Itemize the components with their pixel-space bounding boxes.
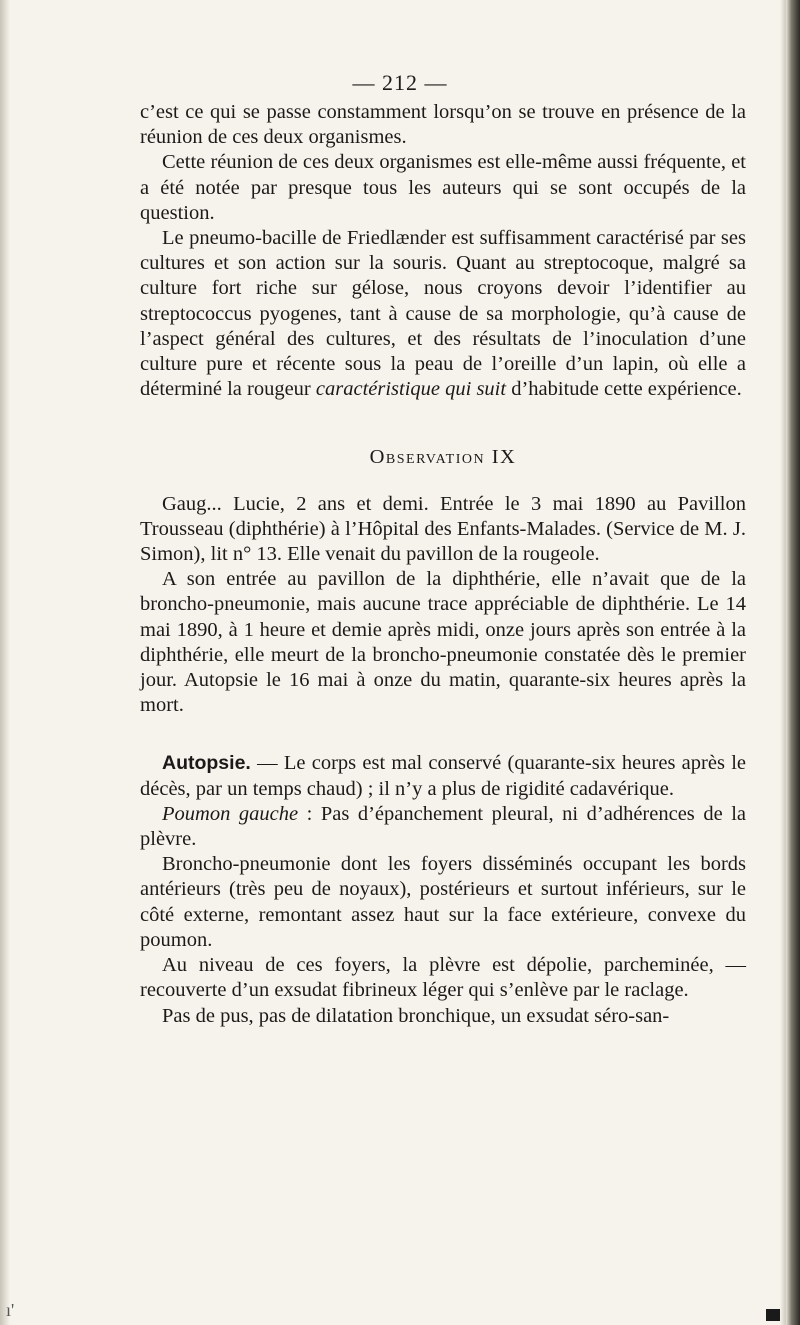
left-lung-text: : Pas d’épanchement pleural, ni d’adhérences de la plèvre. — [140, 802, 746, 851]
observation-patient: Gaug... Lucie, 2 ans et demi. Entrée le 3 mai 1890 au Pavillon Trousseau (diphthérie) à l’Hôpital des Enfants-Malades. (Service de M. J. Simon), lit n° 13. Elle venait du pavillon de la rougeole. — [140, 492, 746, 566]
observation-course: A son entrée au pavillon de la diphthérie, elle n’avait que de la broncho-pneumonie, mais aucune trace appréciable de diphthérie. Le 14 mai 1890, à 1 heure et demie après midi, onze jours après son entrée à la diphthérie, elle meurt de la broncho-pneumonie constatée dès le premier jour. Autopsie le 16 mai à onze du matin, quarante-six heures après la mort. — [140, 568, 746, 717]
autopsy-pleura: Au niveau de ces foyers, la plèvre est dépolie, parcheminée, — recouverte d’un exsudat fibrineux léger qui s’enlève par le raclage. — [140, 954, 746, 1002]
observation-heading: Observation IX — [369, 446, 517, 469]
paragraph-continuation: c’est ce qui se passe constamment lorsqu’on se trouve en présence de la réunion de ces deux organismes. — [140, 101, 746, 149]
autopsy-label: Autopsie. — [162, 752, 251, 775]
italic-phrase: caractéristique qui suit — [315, 378, 507, 401]
page-left-shadow — [0, 0, 10, 1325]
page-right-edge — [786, 0, 800, 1325]
autopsy-no-pus: Pas de pus, pas de dilatation bronchique, un exsudat séro-san- — [162, 1004, 670, 1027]
autopsy-left-lung — [140, 802, 746, 852]
autopsy-broncho-pneumonia: Broncho-pneumonie dont les foyers disséminés occupant les bords antérieurs (très peu de noyaux), postérieurs et surtout inférieurs, sur le côté externe, remontant assez haut sur la face extérieure, convexe du poumon. — [140, 853, 746, 951]
page-number: — 212 — — [352, 70, 448, 95]
paragraph-pneumo-bacille — [140, 226, 746, 402]
scan-corner-mark — [766, 1309, 780, 1321]
left-lung-label: Poumon gauche — [162, 802, 299, 825]
margin-mark: ı' — [6, 1300, 15, 1320]
section-gap — [140, 718, 746, 751]
page-body — [140, 100, 746, 1029]
paragraph-pneumo-bacille-end: d’habitude cette expérience. — [506, 378, 742, 401]
autopsy-intro-text: — Le corps est mal conservé (quarante-six heures après le décès, par un temps chaud) ; il n’y a plus de rigidité cadavérique. — [140, 752, 746, 800]
paragraph-pneumo-bacille-text: Le pneumo-bacille de Friedlænder est suffisamment caractérisé par ses cultures et son action sur la souris. Quant au streptocoque, malgré sa culture fort riche sur gélose, nous croyons devoir l’identifier au streptococcus pyogenes, tant à cause de sa morphologie, qu’à cause de l’aspect général des cultures, et des résultats de l’inoculation d’une culture pure et récente sous la peau de l’oreille d’un lapin, où elle a déterminé la rougeur — [140, 227, 746, 401]
autopsy-intro — [140, 751, 746, 801]
paragraph-frequency: Cette réunion de ces deux organismes est elle-même aussi fréquente, et a été notée par presque tous les auteurs qui se sont occupés de la question. — [140, 151, 746, 224]
